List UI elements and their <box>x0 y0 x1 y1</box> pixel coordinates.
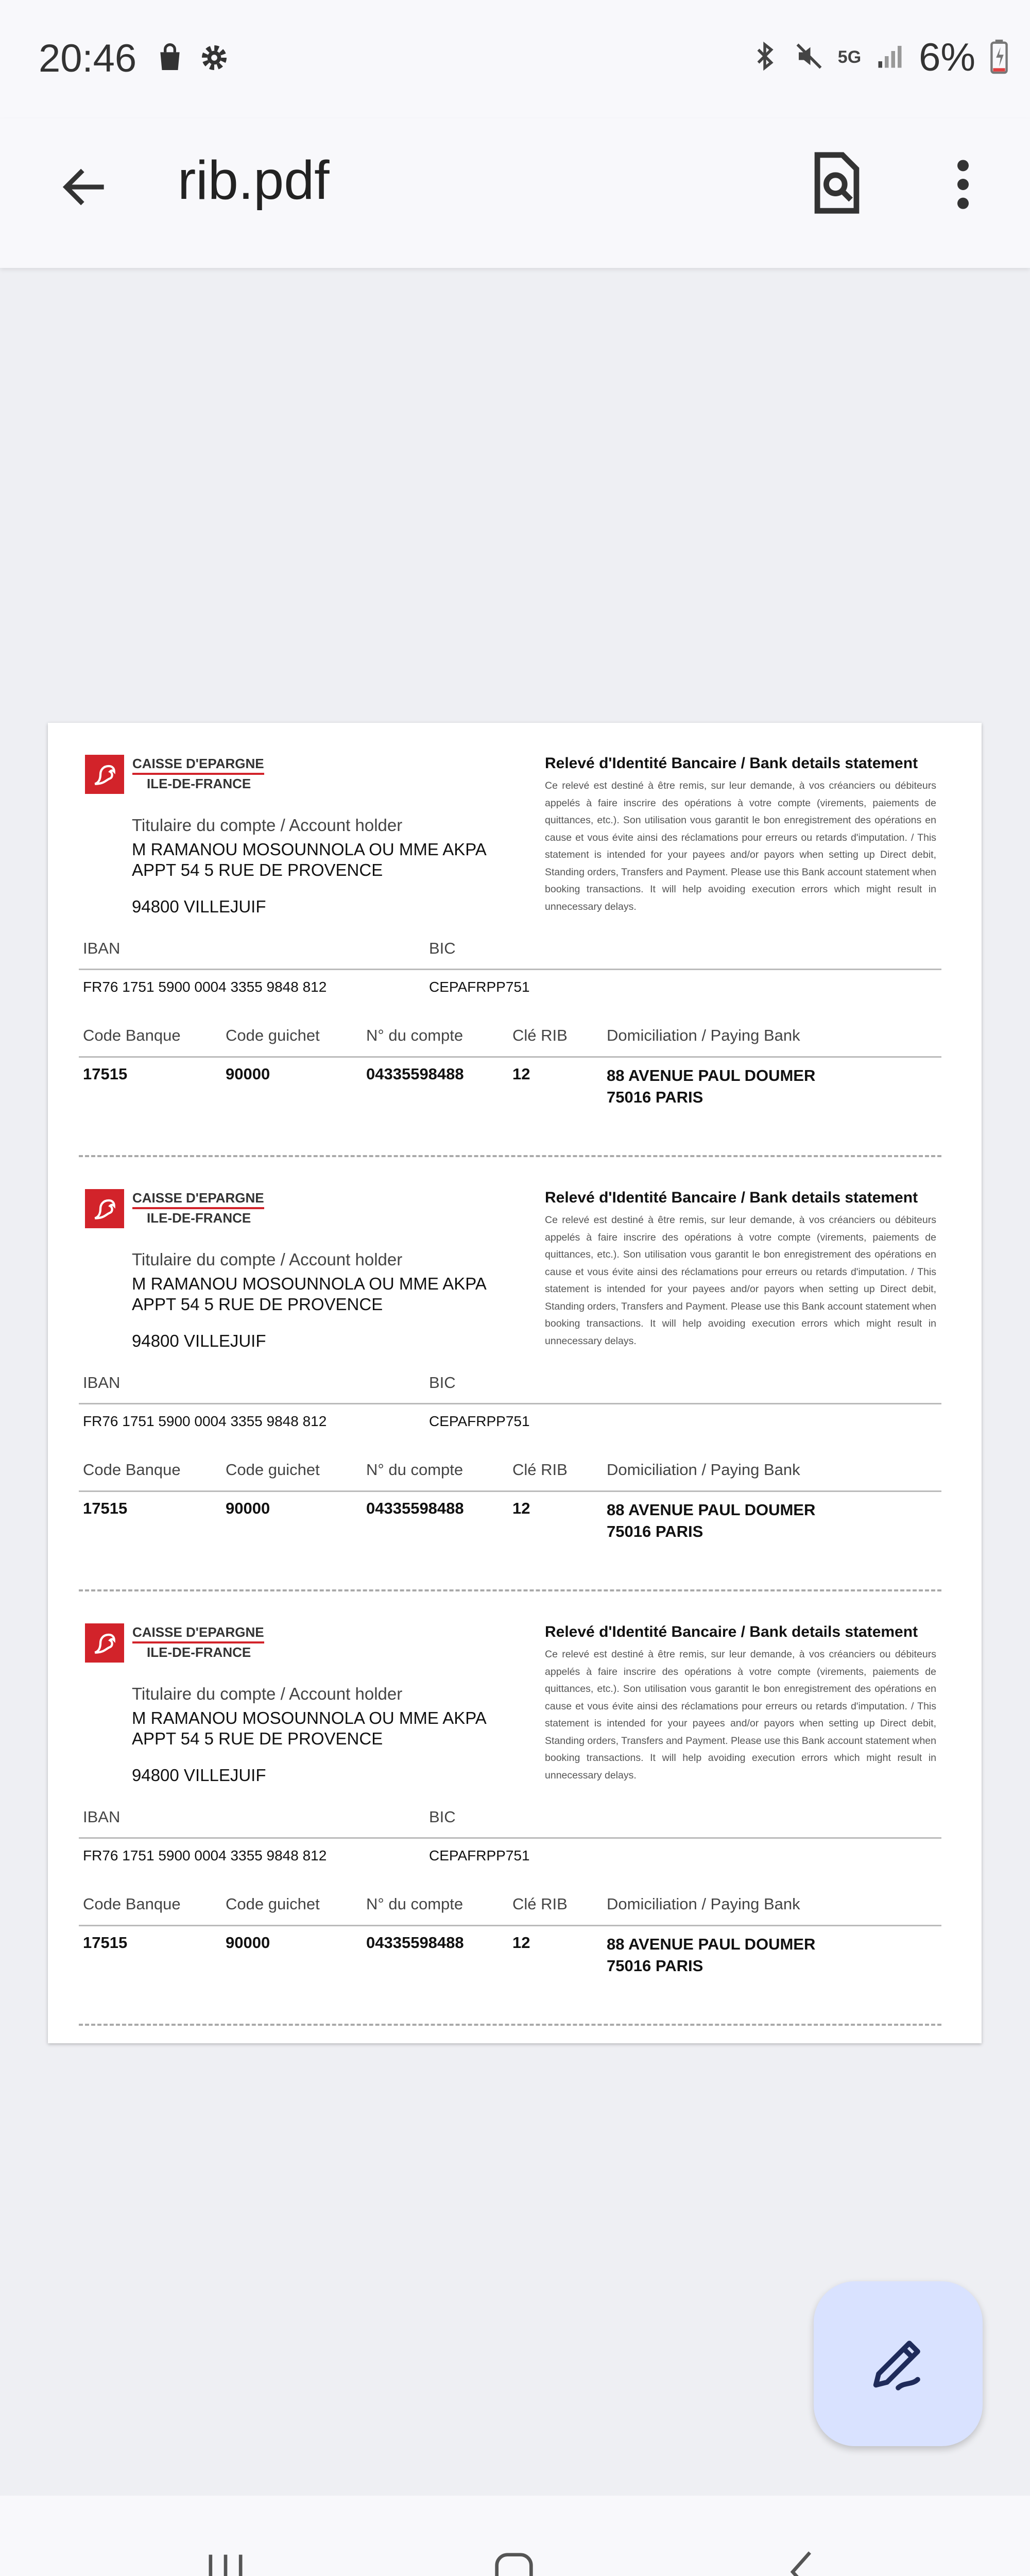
divider <box>79 1925 941 1926</box>
app-bar <box>0 118 1030 268</box>
holder-label: Titulaire du compte / Account holder <box>132 1250 403 1269</box>
battery-charging-icon <box>989 38 1009 77</box>
logo-line2: ILE-DE-FRANCE <box>147 776 251 791</box>
cle-rib-value: 12 <box>512 1499 530 1517</box>
navigation-bar <box>0 2496 1030 2576</box>
domiciliation-label: Domiciliation / Paying Bank <box>607 1895 800 1913</box>
code-banque-value: 17515 <box>83 1934 128 1952</box>
code-banque-label: Code Banque <box>83 1895 181 1913</box>
bic-value: CEPAFRPP751 <box>429 979 530 995</box>
back-button[interactable] <box>52 155 118 222</box>
holder-name-line: M RAMANOU MOSOUNNOLA OU MME AKPA <box>132 1274 487 1293</box>
bic-value: CEPAFRPP751 <box>429 1413 530 1429</box>
holder-name <box>132 1274 487 1315</box>
holder-address: APPT 54 5 RUE DE PROVENCE <box>132 860 383 879</box>
home-icon <box>488 2546 540 2576</box>
code-banque-value: 17515 <box>83 1065 128 1083</box>
bank-logo <box>85 1623 264 1663</box>
domiciliation-line2: 75016 PARIS <box>607 1522 703 1540</box>
squirrel-logo-icon <box>85 1189 124 1228</box>
code-guichet-label: Code guichet <box>226 1461 320 1479</box>
cle-rib-label: Clé RIB <box>512 1461 568 1479</box>
system-back-button[interactable] <box>772 2545 834 2576</box>
logo-line2: ILE-DE-FRANCE <box>147 1210 251 1226</box>
domiciliation-label: Domiciliation / Paying Bank <box>607 1461 800 1479</box>
cle-rib-value: 12 <box>512 1934 530 1952</box>
holder-city: 94800 VILLEJUIF <box>132 1331 266 1350</box>
num-compte-value: 04335598488 <box>366 1499 464 1517</box>
statement-title: Relevé d'Identité Bancaire / Bank details statement <box>545 1623 918 1640</box>
domiciliation-value <box>607 1934 815 1977</box>
num-compte-label: N° du compte <box>366 1895 464 1913</box>
battery-percent: 6% <box>919 36 975 79</box>
divider <box>79 1056 941 1058</box>
logo-line1: CAISSE D'EPARGNE <box>132 755 264 775</box>
cut-line <box>79 2024 941 2026</box>
iban-label: IBAN <box>83 1374 121 1392</box>
recent-apps-icon <box>200 2546 251 2576</box>
logo-line1: CAISSE D'EPARGNE <box>132 1189 264 1209</box>
divider <box>79 1837 941 1839</box>
divider <box>79 969 941 970</box>
settings-gear-icon <box>198 41 231 77</box>
holder-city: 94800 VILLEJUIF <box>132 1766 266 1785</box>
code-guichet-value: 90000 <box>226 1934 270 1952</box>
search-document-icon <box>809 149 865 219</box>
holder-name-line: M RAMANOU MOSOUNNOLA OU MME AKPA <box>132 1708 487 1727</box>
bic-label: BIC <box>429 1808 456 1826</box>
holder-name <box>132 1708 487 1749</box>
shopping-bag-icon <box>153 41 186 77</box>
rib-block-2 <box>48 1157 982 1591</box>
num-compte-label: N° du compte <box>366 1026 464 1044</box>
holder-label: Titulaire du compte / Account holder <box>132 1684 403 1703</box>
bank-logo <box>85 755 264 794</box>
bic-value: CEPAFRPP751 <box>429 1848 530 1863</box>
more-options-button[interactable] <box>935 149 991 222</box>
cle-rib-value: 12 <box>512 1065 530 1083</box>
holder-city: 94800 VILLEJUIF <box>132 897 266 916</box>
code-banque-value: 17515 <box>83 1499 128 1517</box>
edit-pen-icon <box>865 2329 932 2399</box>
home-button[interactable] <box>483 2545 545 2576</box>
bank-logo <box>85 1189 264 1228</box>
domiciliation-value <box>607 1499 815 1543</box>
holder-address: APPT 54 5 RUE DE PROVENCE <box>132 1729 383 1748</box>
rib-block-1 <box>48 723 982 1157</box>
divider <box>79 1490 941 1492</box>
network-type: 5G <box>837 47 862 67</box>
back-icon <box>778 2546 829 2576</box>
iban-label: IBAN <box>83 1808 121 1826</box>
num-compte-value: 04335598488 <box>366 1065 464 1083</box>
mute-icon <box>794 40 825 75</box>
status-bar <box>0 0 1030 118</box>
code-banque-label: Code Banque <box>83 1461 181 1479</box>
statement-title: Relevé d'Identité Bancaire / Bank details statement <box>545 755 918 772</box>
iban-value: FR76 1751 5900 0004 3355 9848 812 <box>83 979 327 995</box>
cle-rib-label: Clé RIB <box>512 1026 568 1044</box>
iban-label: IBAN <box>83 939 121 957</box>
domiciliation-label: Domiciliation / Paying Bank <box>607 1026 800 1044</box>
domiciliation-value <box>607 1065 815 1108</box>
bluetooth-icon <box>749 40 780 75</box>
bic-label: BIC <box>429 1374 456 1392</box>
code-guichet-label: Code guichet <box>226 1895 320 1913</box>
search-in-document-button[interactable] <box>803 145 870 223</box>
signal-icon <box>874 41 905 74</box>
squirrel-logo-icon <box>85 1623 124 1663</box>
status-time: 20:46 <box>39 37 137 80</box>
logo-line2: ILE-DE-FRANCE <box>147 1645 251 1660</box>
pdf-page[interactable] <box>48 723 982 2043</box>
statement-text: Ce relevé est destiné à être remis, sur leur demande, à vos créanciers ou débiteurs appelés à faire inscrire des opérations à votre compte (virements, paiements de quittances, etc.). Son utilisation vous garantit le bon enregistrement des opérations en cause et vous évite ainsi des réclamations pour erreurs ou retards d'imputation. / This statement is intended for your payees and/or payors when setting up Direct debit, Standing orders, Transfers and Payment. Please use this Bank account statement when booking transactions. It will help avoiding execution errors which might result in unnecessary delays. <box>545 780 936 912</box>
statement-text: Ce relevé est destiné à être remis, sur leur demande, à vos créanciers ou débiteurs appelés à faire inscrire des opérations à votre compte (virements, paiements de quittances, etc.). Son utilisation vous garantit le bon enregistrement des opérations en cause et vous évite ainsi des réclamations pour erreurs ou retards d'imputation. / This statement is intended for your payees and/or payors when setting up Direct debit, Standing orders, Transfers and Payment. Please use this Bank account statement when booking transactions. It will help avoiding execution errors which might result in unnecessary delays. <box>545 1214 936 1347</box>
iban-value: FR76 1751 5900 0004 3355 9848 812 <box>83 1848 327 1863</box>
back-arrow-icon <box>57 159 113 218</box>
statement-title: Relevé d'Identité Bancaire / Bank details statement <box>545 1189 918 1206</box>
domiciliation-line1: 88 AVENUE PAUL DOUMER <box>607 1501 816 1519</box>
recent-apps-button[interactable] <box>195 2545 256 2576</box>
rib-block-3 <box>48 1591 982 2026</box>
domiciliation-line2: 75016 PARIS <box>607 1957 703 1975</box>
squirrel-logo-icon <box>85 755 124 794</box>
code-banque-label: Code Banque <box>83 1026 181 1044</box>
document-title: rib.pdf <box>178 150 330 211</box>
holder-label: Titulaire du compte / Account holder <box>132 816 403 835</box>
domiciliation-line2: 75016 PARIS <box>607 1088 703 1106</box>
iban-value: FR76 1751 5900 0004 3355 9848 812 <box>83 1413 327 1429</box>
bic-label: BIC <box>429 939 456 957</box>
more-vert-icon <box>953 156 973 215</box>
num-compte-value: 04335598488 <box>366 1934 464 1952</box>
holder-name-line: M RAMANOU MOSOUNNOLA OU MME AKPA <box>132 840 487 859</box>
cle-rib-label: Clé RIB <box>512 1895 568 1913</box>
holder-address: APPT 54 5 RUE DE PROVENCE <box>132 1295 383 1314</box>
divider <box>79 1403 941 1404</box>
holder-name <box>132 839 487 880</box>
num-compte-label: N° du compte <box>366 1461 464 1479</box>
code-guichet-value: 90000 <box>226 1065 270 1083</box>
statement-text: Ce relevé est destiné à être remis, sur leur demande, à vos créanciers ou débiteurs appelés à faire inscrire des opérations à votre compte (virements, paiements de quittances, etc.). Son utilisation vous garantit le bon enregistrement des opérations en cause et vous évite ainsi des réclamations pour erreurs ou retards d'imputation. / This statement is intended for your payees and/or payors when setting up Direct debit, Standing orders, Transfers and Payment. Please use this Bank account statement when booking transactions. It will help avoiding execution errors which might result in unnecessary delays. <box>545 1649 936 1781</box>
code-guichet-label: Code guichet <box>226 1026 320 1044</box>
code-guichet-value: 90000 <box>226 1499 270 1517</box>
logo-line1: CAISSE D'EPARGNE <box>132 1623 264 1643</box>
edit-fab-button[interactable] <box>814 2281 983 2446</box>
domiciliation-line1: 88 AVENUE PAUL DOUMER <box>607 1935 816 1953</box>
domiciliation-line1: 88 AVENUE PAUL DOUMER <box>607 1066 816 1084</box>
